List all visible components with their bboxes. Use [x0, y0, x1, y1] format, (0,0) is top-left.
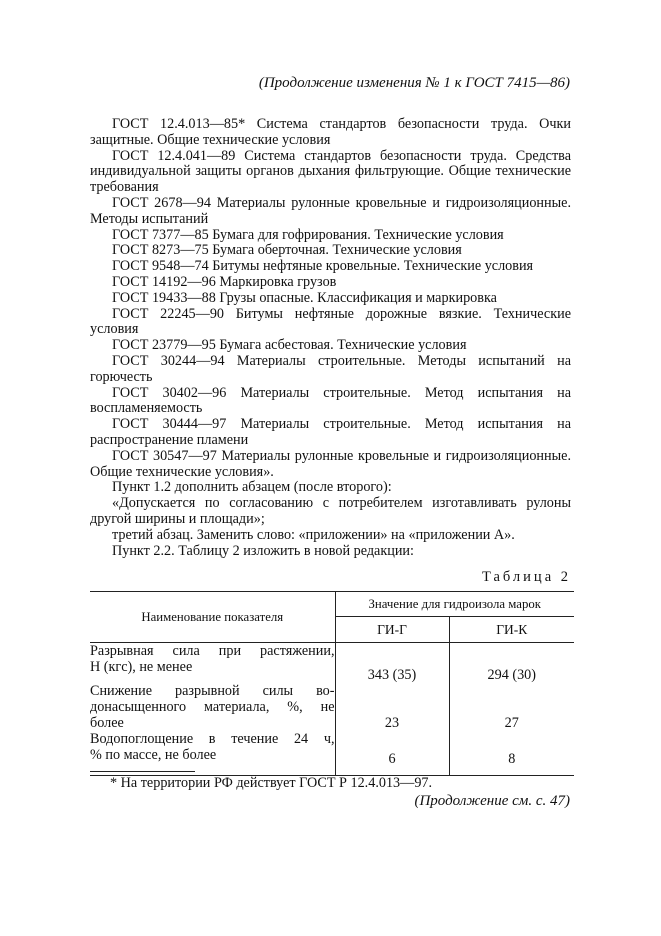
value-cell-gi-g: 23	[335, 683, 449, 731]
parameter-cell	[90, 643, 335, 684]
parameter-cell	[90, 731, 335, 776]
paragraph: третий абзац. Заменить слово: «приложении» на «приложении А».	[112, 526, 515, 543]
paragraph: ГОСТ 22245—90 Битумы нефтяные дорожные вязкие. Технические условия	[90, 305, 571, 338]
paragraph: ГОСТ 14192—96 Маркировка грузов	[112, 273, 337, 290]
footnote-divider	[90, 771, 195, 772]
paragraph: ГОСТ 2678—94 Материалы рулонные кровельные и гидроизоляционные. Методы испытаний	[90, 194, 571, 227]
column-header-group: Значение для гидроизола марок	[335, 592, 574, 617]
paragraph: ГОСТ 23779—95 Бумага асбестовая. Технические условия	[112, 337, 467, 354]
paragraph: ГОСТ 30402—96 Материалы строительные. Метод испытания на воспламеняемость	[90, 384, 571, 417]
paragraph: ГОСТ 12.4.041—89 Система стандартов безопасности труда. Средства индивидуальной защиты органов дыхания фильтрующие. Общие технические требования	[90, 147, 571, 196]
table-row	[90, 683, 574, 731]
column-header-parameter: Наименование показателя	[90, 592, 335, 643]
parameter-line: Снижение разрывной силы во-	[90, 683, 335, 699]
paragraph: «Допускается по согласованию с потребителем изготавливать рулоны другой ширины и площади»;	[90, 495, 571, 527]
parameter-line: Н (кгс), не менее	[90, 659, 193, 675]
table-row	[90, 643, 574, 684]
value-cell-gi-k: 27	[449, 683, 574, 731]
table-caption: Таблица 2	[481, 569, 571, 585]
column-header-gi-g: ГИ-Г	[335, 617, 449, 643]
parameter-line: донасыщенного материала, %, не	[90, 699, 335, 715]
table-row	[90, 731, 574, 776]
paragraph: Пункт 1.2 дополнить абзацем (после второго):	[112, 479, 392, 496]
paragraph: ГОСТ 7377—85 Бумага для гофрирования. Технические условия	[112, 226, 504, 243]
continuation-header: (Продолжение изменения № 1 к ГОСТ 7415—86)	[258, 75, 570, 91]
continuation-footer: (Продолжение см. с. 47)	[414, 793, 570, 809]
paragraph: ГОСТ 8273—75 Бумага оберточная. Технические условия	[112, 242, 462, 259]
parameter-line: % по массе, не более	[90, 747, 217, 763]
value-cell-gi-k: 8	[449, 731, 574, 776]
parameter-line: более	[90, 715, 124, 731]
value-cell-gi-g: 343 (35)	[335, 643, 449, 684]
value-cell-gi-k: 294 (30)	[449, 643, 574, 684]
footnote: * На территории РФ действует ГОСТ Р 12.4.013—97.	[110, 775, 433, 791]
parameter-line: Разрывная сила при растяжении,	[90, 643, 335, 659]
paragraph: ГОСТ 12.4.013—85* Система стандартов безопасности труда. Очки защитные. Общие технические условия	[90, 116, 571, 148]
parameter-cell	[90, 683, 335, 731]
paragraph: ГОСТ 30547—97 Материалы рулонные кровельные и гидроизоляционные. Общие технические условия».	[90, 447, 571, 480]
column-header-gi-k: ГИ-К	[449, 617, 574, 643]
body-text	[90, 117, 571, 559]
paragraph: Пункт 2.2. Таблицу 2 изложить в новой редакции:	[112, 542, 414, 559]
parameter-line: Водопоглощение в течение 24 ч,	[90, 731, 335, 747]
properties-table	[90, 591, 574, 776]
value-cell-gi-g: 6	[335, 731, 449, 776]
paragraph: ГОСТ 19433—88 Грузы опасные. Классификация и маркировка	[112, 289, 497, 306]
paragraph: ГОСТ 30244—94 Материалы строительные. Методы испытаний на горючесть	[90, 352, 571, 385]
paragraph: ГОСТ 30444—97 Материалы строительные. Метод испытания на распространение пламени	[90, 416, 571, 448]
paragraph: ГОСТ 9548—74 Битумы нефтяные кровельные. Технические условия	[112, 258, 534, 275]
